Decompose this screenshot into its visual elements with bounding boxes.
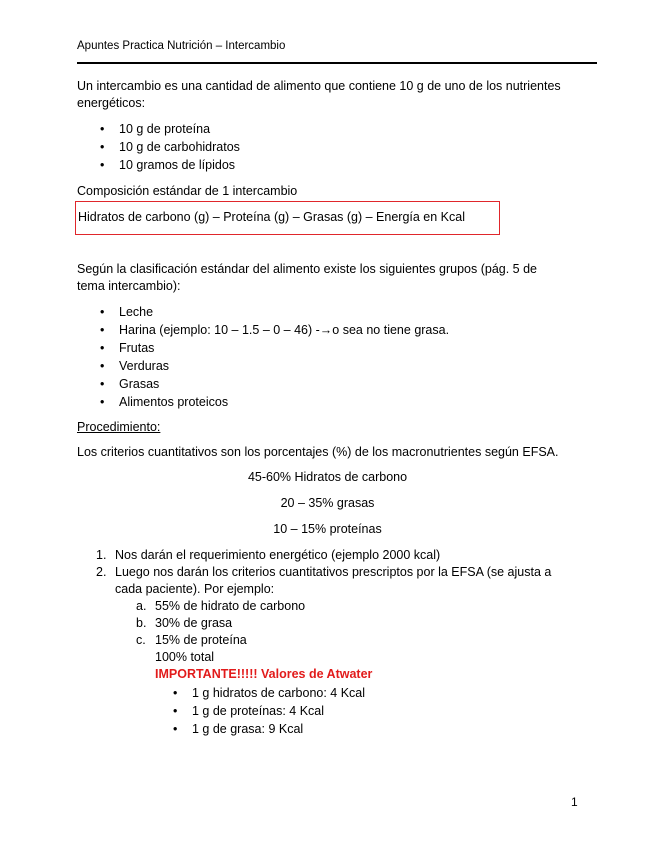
intro-paragraph [77,78,561,112]
groups-intro-line: Según la clasificación estándar del alimento existe los siguientes grupos (pág. 5 de [77,262,537,276]
bullet-icon: • [100,158,105,172]
composition-title: Composición estándar de 1 intercambio [77,184,298,198]
range-proteins: 10 – 15% proteínas [273,522,382,536]
important-heading: IMPORTANTE!!!!! Valores de Atwater [155,667,373,681]
criteria-text: Los criterios cuantitativos son los porcentajes (%) de los macronutrientes según EFSA. [77,445,559,459]
list-item: b. 30% de grasa [136,616,233,630]
list-item: • Frutas [100,341,155,355]
bullet-icon: • [100,395,105,409]
groups-intro [77,261,537,295]
procedure-title: Procedimiento: [77,420,161,434]
range-fats: 20 – 35% grasas [280,496,375,510]
intro-line: energéticos: [77,96,146,110]
bullet-icon: • [173,722,178,736]
range-carbs: 45-60% Hidratos de carbono [247,470,408,484]
bullet-icon: • [100,323,105,337]
examples-list [136,598,372,683]
bullet-icon: • [100,305,105,319]
step-continuation: cada paciente). Por ejemplo: [115,582,275,596]
bullet-icon: • [100,122,105,136]
list-item: • Verduras [100,359,170,373]
groups-list [100,303,449,411]
list-item: • 1 g de grasa: 9 Kcal [173,722,304,736]
list-item: • 10 gramos de lípidos [100,158,236,172]
list-item: • Leche [100,305,154,319]
intro-line: Un intercambio es una cantidad de alimento que contiene 10 g de uno de los nutrientes [77,79,561,93]
page-header: Apuntes Practica Nutrición – Intercambio [77,40,286,52]
nutrients-list [100,120,240,174]
list-item: • 1 g de proteínas: 4 Kcal [173,704,325,718]
list-item: • 10 g de proteína [100,122,211,136]
list-item: 1. Nos darán el requerimiento energético (ejemplo 2000 kcal) [96,548,441,562]
composition-box-text: Hidratos de carbono (g) – Proteína (g) – Grasas (g) – Energía en Kcal [78,210,465,224]
bullet-icon: • [173,686,178,700]
bullet-icon: • [100,140,105,154]
steps-list [96,547,551,598]
list-item: a. 55% de hidrato de carbono [136,599,306,613]
list-item: • 1 g hidratos de carbono: 4 Kcal [173,686,366,700]
header-rule [77,62,597,64]
list-item: • Harina (ejemplo: 10 – 1.5 – 0 – 46) -→o sea no tiene grasa. [100,323,450,337]
list-item: 2. Luego nos darán los criterios cuantitativos prescriptos por la EFSA (se ajusta a [96,565,552,579]
page-number: 1 [571,795,578,809]
bullet-icon: • [100,377,105,391]
groups-intro-line: tema intercambio): [77,279,181,293]
total-text: 100% total [155,650,215,664]
atwater-list [173,684,365,738]
list-item: • Grasas [100,377,160,391]
list-item: • 10 g de carbohidratos [100,140,240,154]
bullet-icon: • [173,704,178,718]
list-item: c. 15% de proteína [136,633,247,647]
list-item: • Alimentos proteicos [100,395,229,409]
bullet-icon: • [100,341,105,355]
bullet-icon: • [100,359,105,373]
